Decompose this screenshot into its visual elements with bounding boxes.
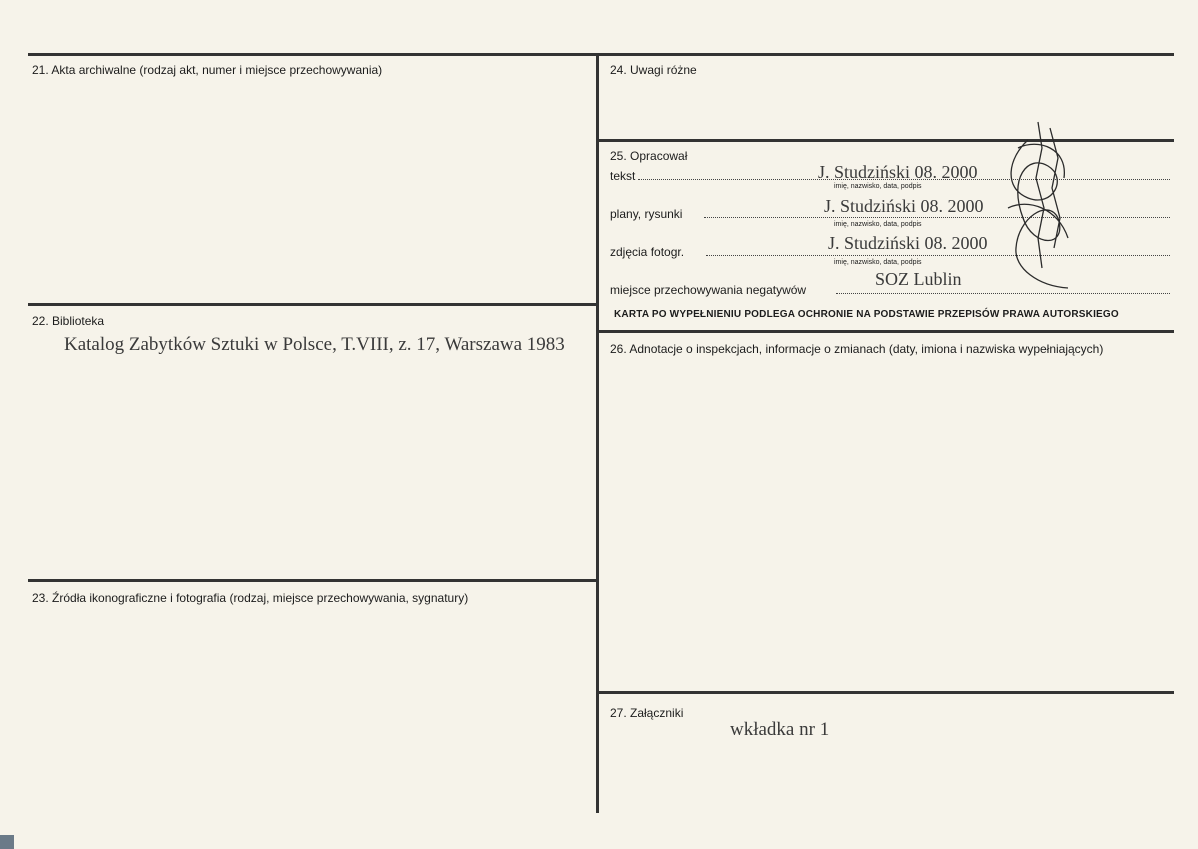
row-zdjecia-value: J. Studziński 08. 2000	[828, 233, 988, 253]
negatives-value: SOZ Lublin	[875, 269, 962, 289]
section-24-label: 24. Uwagi różne	[610, 63, 697, 77]
negatives-line	[836, 293, 1170, 294]
row-tekst-value: J. Studziński 08. 2000	[818, 162, 978, 182]
section-23-label: 23. Źródła ikonograficzne i fotografia (rodzaj, miejsce przechowywania, sygnatury)	[32, 591, 469, 605]
section-21-label: 21. Akta archiwalne (rodzaj akt, numer i miejsce przechowywania)	[32, 63, 383, 77]
left-rule-23	[28, 579, 598, 582]
section-25-label: 25. Opracował	[610, 149, 688, 163]
section-22-value: Katalog Zabytków Sztuki w Polsce, T.VIII, z. 17, Warszawa 1983	[64, 334, 565, 355]
section-27-value: wkładka nr 1	[730, 719, 830, 740]
row-plany-value: J. Studziński 08. 2000	[824, 196, 984, 216]
section-27-label: 27. Załączniki	[610, 706, 684, 720]
row-zdjecia-sublabel: imię, nazwisko, data, podpis	[834, 259, 922, 266]
row-plany-sublabel: imię, nazwisko, data, podpis	[834, 221, 922, 228]
section-22-label: 22. Biblioteka	[32, 314, 105, 328]
row-zdjecia-label: zdjęcia fotogr.	[610, 245, 685, 259]
center-divider	[596, 53, 599, 813]
left-rule-22	[28, 303, 598, 306]
right-rule-25	[598, 139, 1174, 142]
section-26-label: 26. Adnotacje o inspekcjach, informacje o zmianach (daty, imiona i nazwiska wypełniających)	[610, 342, 1104, 356]
copyright-notice: KARTA PO WYPEŁNIENIU PODLEGA OCHRONIE NA PODSTAWIE PRZEPISÓW PRAWA AUTORSKIEGO	[614, 309, 1119, 320]
row-zdjecia-line	[706, 255, 1170, 256]
row-tekst-label: tekst	[610, 169, 636, 183]
right-rule-27	[598, 691, 1174, 694]
top-rule	[28, 53, 1174, 56]
corner-mark	[0, 835, 14, 849]
signature-icon	[998, 118, 1080, 292]
right-rule-26	[598, 330, 1174, 333]
row-plany-label: plany, rysunki	[610, 207, 683, 221]
row-plany-line	[704, 217, 1170, 218]
negatives-label: miejsce przechowywania negatywów	[610, 283, 807, 297]
row-tekst-sublabel: imię, nazwisko, data, podpis	[834, 183, 922, 190]
